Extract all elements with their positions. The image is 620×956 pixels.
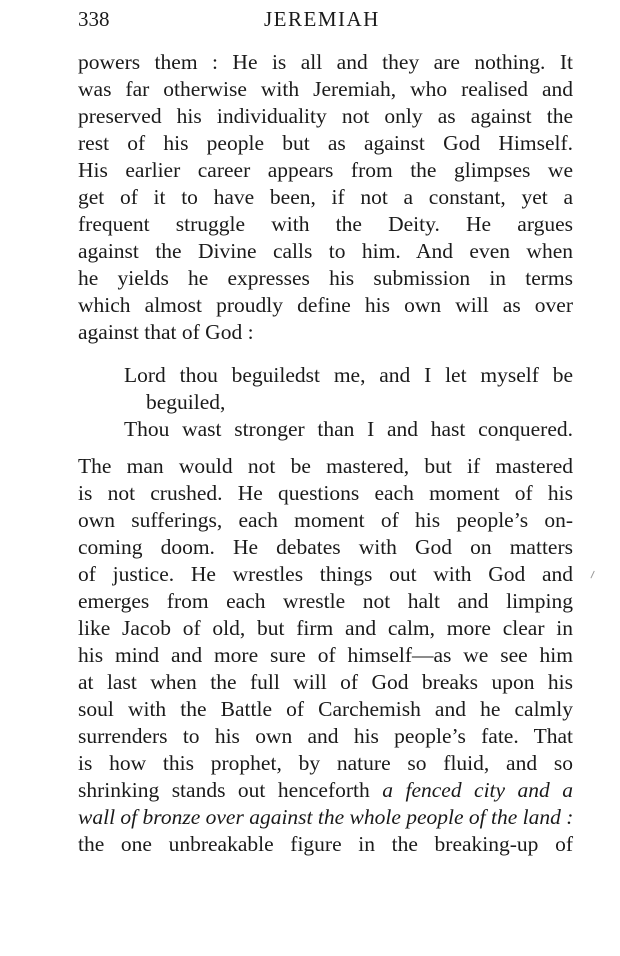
- roman-text: shrinking stands out henceforth: [78, 778, 383, 802]
- quotation-line: Lord thou beguiledst me, and I let myself be: [124, 363, 573, 387]
- quotation-line: beguiled,: [146, 390, 226, 414]
- text-line: coming doom. He debates with God on matters: [78, 535, 573, 559]
- text-line: like Jacob of old, but firm and calm, more clear in: [78, 616, 573, 640]
- quotation-line: Thou wast stronger than I and hast conquered.: [124, 417, 573, 441]
- text-line: against the Divine calls to him. And even when: [78, 239, 573, 263]
- text-line: powers them : He is all and they are nothing. It: [78, 50, 573, 74]
- page-header: [78, 6, 573, 32]
- page-number: 338: [78, 7, 110, 31]
- text-line: his mind and more sure of himself—as we see him: [78, 643, 573, 667]
- text-line: is not crushed. He questions each moment of his: [78, 481, 573, 505]
- text-line: against that of God :: [78, 320, 254, 344]
- text-line: he yields he expresses his submission in terms: [78, 266, 573, 290]
- italic-text-line: wall of bronze over against the whole people of the land :: [78, 805, 574, 829]
- text-line: emerges from each wrestle not halt and limping: [78, 589, 573, 613]
- text-line: [78, 777, 573, 804]
- text-line: which almost proudly define his own will as over: [78, 293, 573, 317]
- running-title: JEREMIAH: [264, 7, 380, 31]
- text-line: His earlier career appears from the glimpses we: [78, 158, 573, 182]
- italic-text: a fenced city and a: [382, 778, 574, 802]
- text-line: rest of his people but as against God Himself.: [78, 131, 573, 155]
- text-line: surrenders to his own and his people’s fate. That: [78, 724, 573, 748]
- text-line: own sufferings, each moment of his people’s on-: [78, 508, 573, 532]
- text-line: is how this prophet, by nature so fluid, and so: [78, 751, 573, 775]
- stray-mark: [590, 571, 596, 580]
- text-line: get of it to have been, if not a constant, yet a: [78, 185, 573, 209]
- text-line: of justice. He wrestles things out with God and: [78, 562, 573, 586]
- text-line: at last when the full will of God breaks upon his: [78, 670, 573, 694]
- text-line: the one unbreakable figure in the breaking-up of: [78, 832, 573, 856]
- text-line: The man would not be mastered, but if mastered: [78, 454, 573, 478]
- text-line: preserved his individuality not only as against the: [78, 104, 573, 128]
- text-line: soul with the Battle of Carchemish and he calmly: [78, 697, 573, 721]
- text-line: frequent struggle with the Deity. He argues: [78, 212, 573, 236]
- text-line: was far otherwise with Jeremiah, who realised and: [78, 77, 573, 101]
